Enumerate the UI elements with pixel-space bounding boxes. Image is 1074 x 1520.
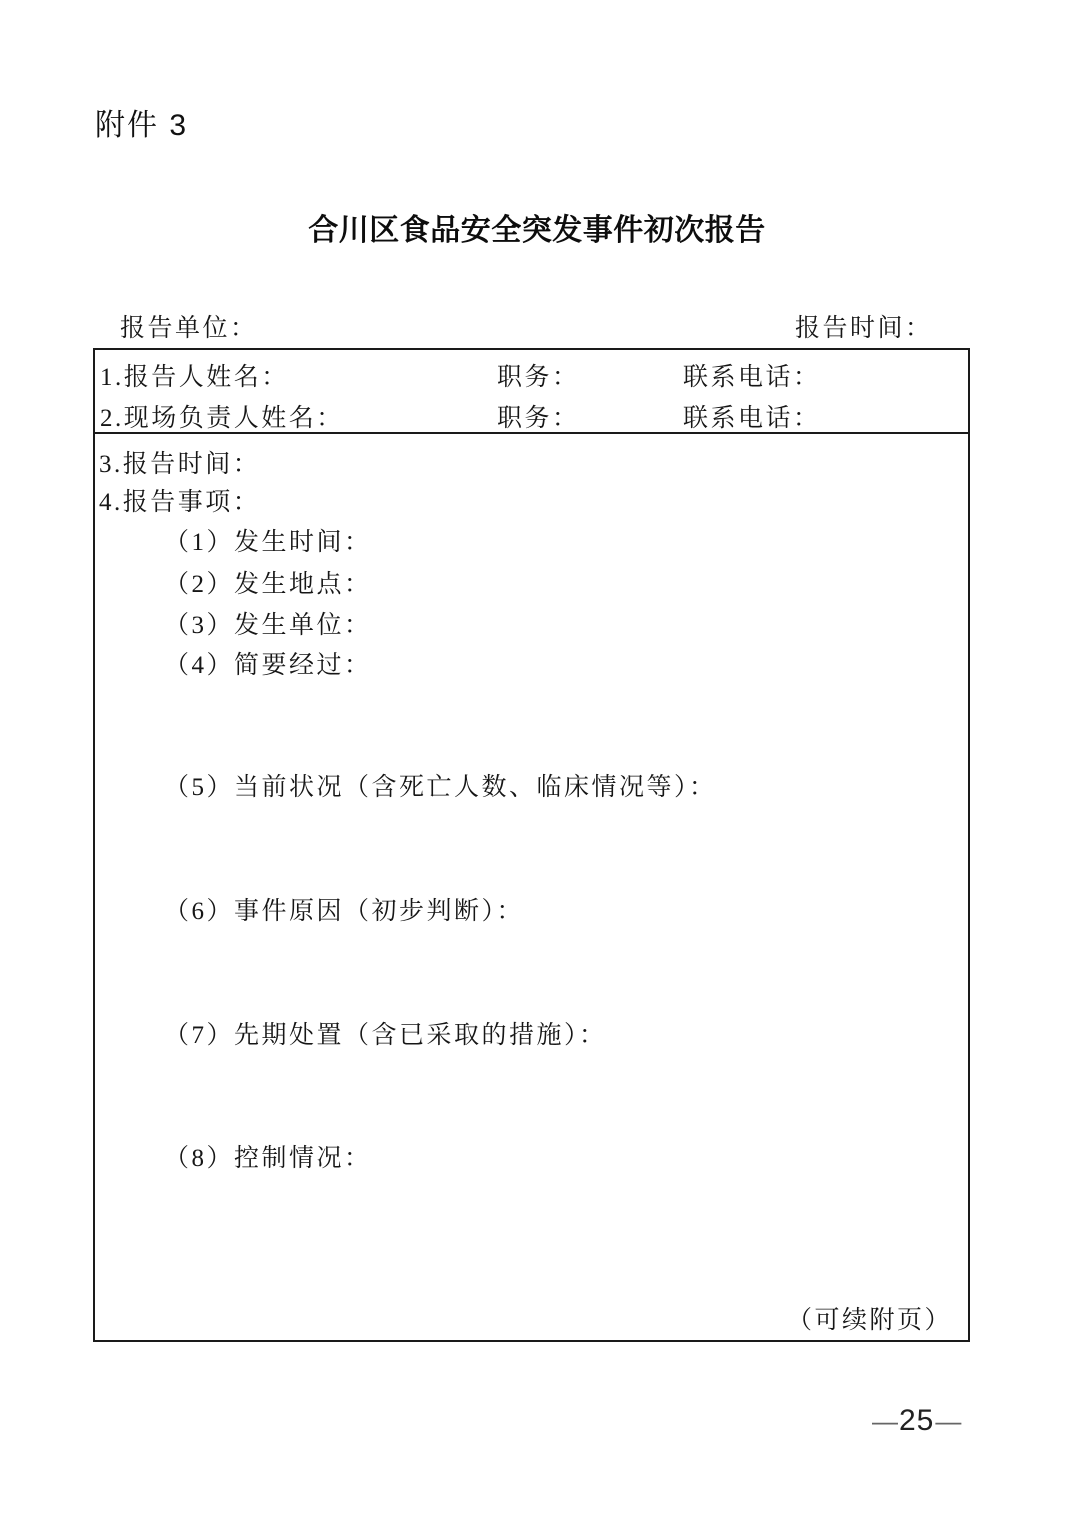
field-occurrence-place: （2）发生地点： bbox=[164, 571, 372, 598]
page-number bbox=[872, 1404, 961, 1438]
field-current-status: （5）当前状况（含死亡人数、临床情况等）： bbox=[164, 774, 717, 801]
site-manager-name-label: 2.现场负责人姓名： bbox=[100, 405, 344, 432]
field-occurrence-unit: （3）发生单位： bbox=[164, 612, 372, 639]
page-number-left-dash: — bbox=[872, 1406, 898, 1436]
site-manager-phone-label: 联系电话： bbox=[683, 405, 821, 432]
site-manager-duty-label: 职务： bbox=[497, 405, 580, 432]
field-initial-disposal: （7）先期处置（含已采取的措施）： bbox=[164, 1022, 607, 1049]
field-event-cause: （6）事件原因（初步判断）： bbox=[164, 898, 525, 925]
field-report-items: 4.报告事项： bbox=[99, 489, 261, 516]
report-meta-row bbox=[0, 308, 1074, 348]
form-header-section bbox=[95, 350, 968, 434]
continuation-note: （可续附页） bbox=[786, 1307, 952, 1334]
reporter-phone-label: 联系电话： bbox=[683, 364, 821, 391]
field-control-situation: （8）控制情况： bbox=[164, 1145, 372, 1172]
report-form-table bbox=[93, 348, 970, 1342]
attachment-label: 附件 3 bbox=[95, 109, 189, 142]
reporter-name-label: 1.报告人姓名： bbox=[100, 364, 289, 391]
report-unit-label: 报告单位： bbox=[120, 315, 258, 342]
report-time-label: 报告时间： bbox=[795, 315, 933, 342]
reporter-duty-label: 职务： bbox=[497, 364, 580, 391]
table-row-site-manager bbox=[95, 391, 968, 432]
document-title: 合川区食品安全突发事件初次报告 bbox=[308, 214, 766, 247]
page-number-right-dash: — bbox=[935, 1406, 962, 1436]
form-body-section bbox=[95, 434, 968, 1340]
field-report-time: 3.报告时间： bbox=[99, 451, 261, 478]
field-brief-course: （4）简要经过： bbox=[164, 652, 372, 679]
page-number-value: 25 bbox=[899, 1404, 935, 1437]
field-occurrence-time: （1）发生时间： bbox=[164, 529, 372, 556]
table-row-reporter bbox=[95, 350, 968, 391]
